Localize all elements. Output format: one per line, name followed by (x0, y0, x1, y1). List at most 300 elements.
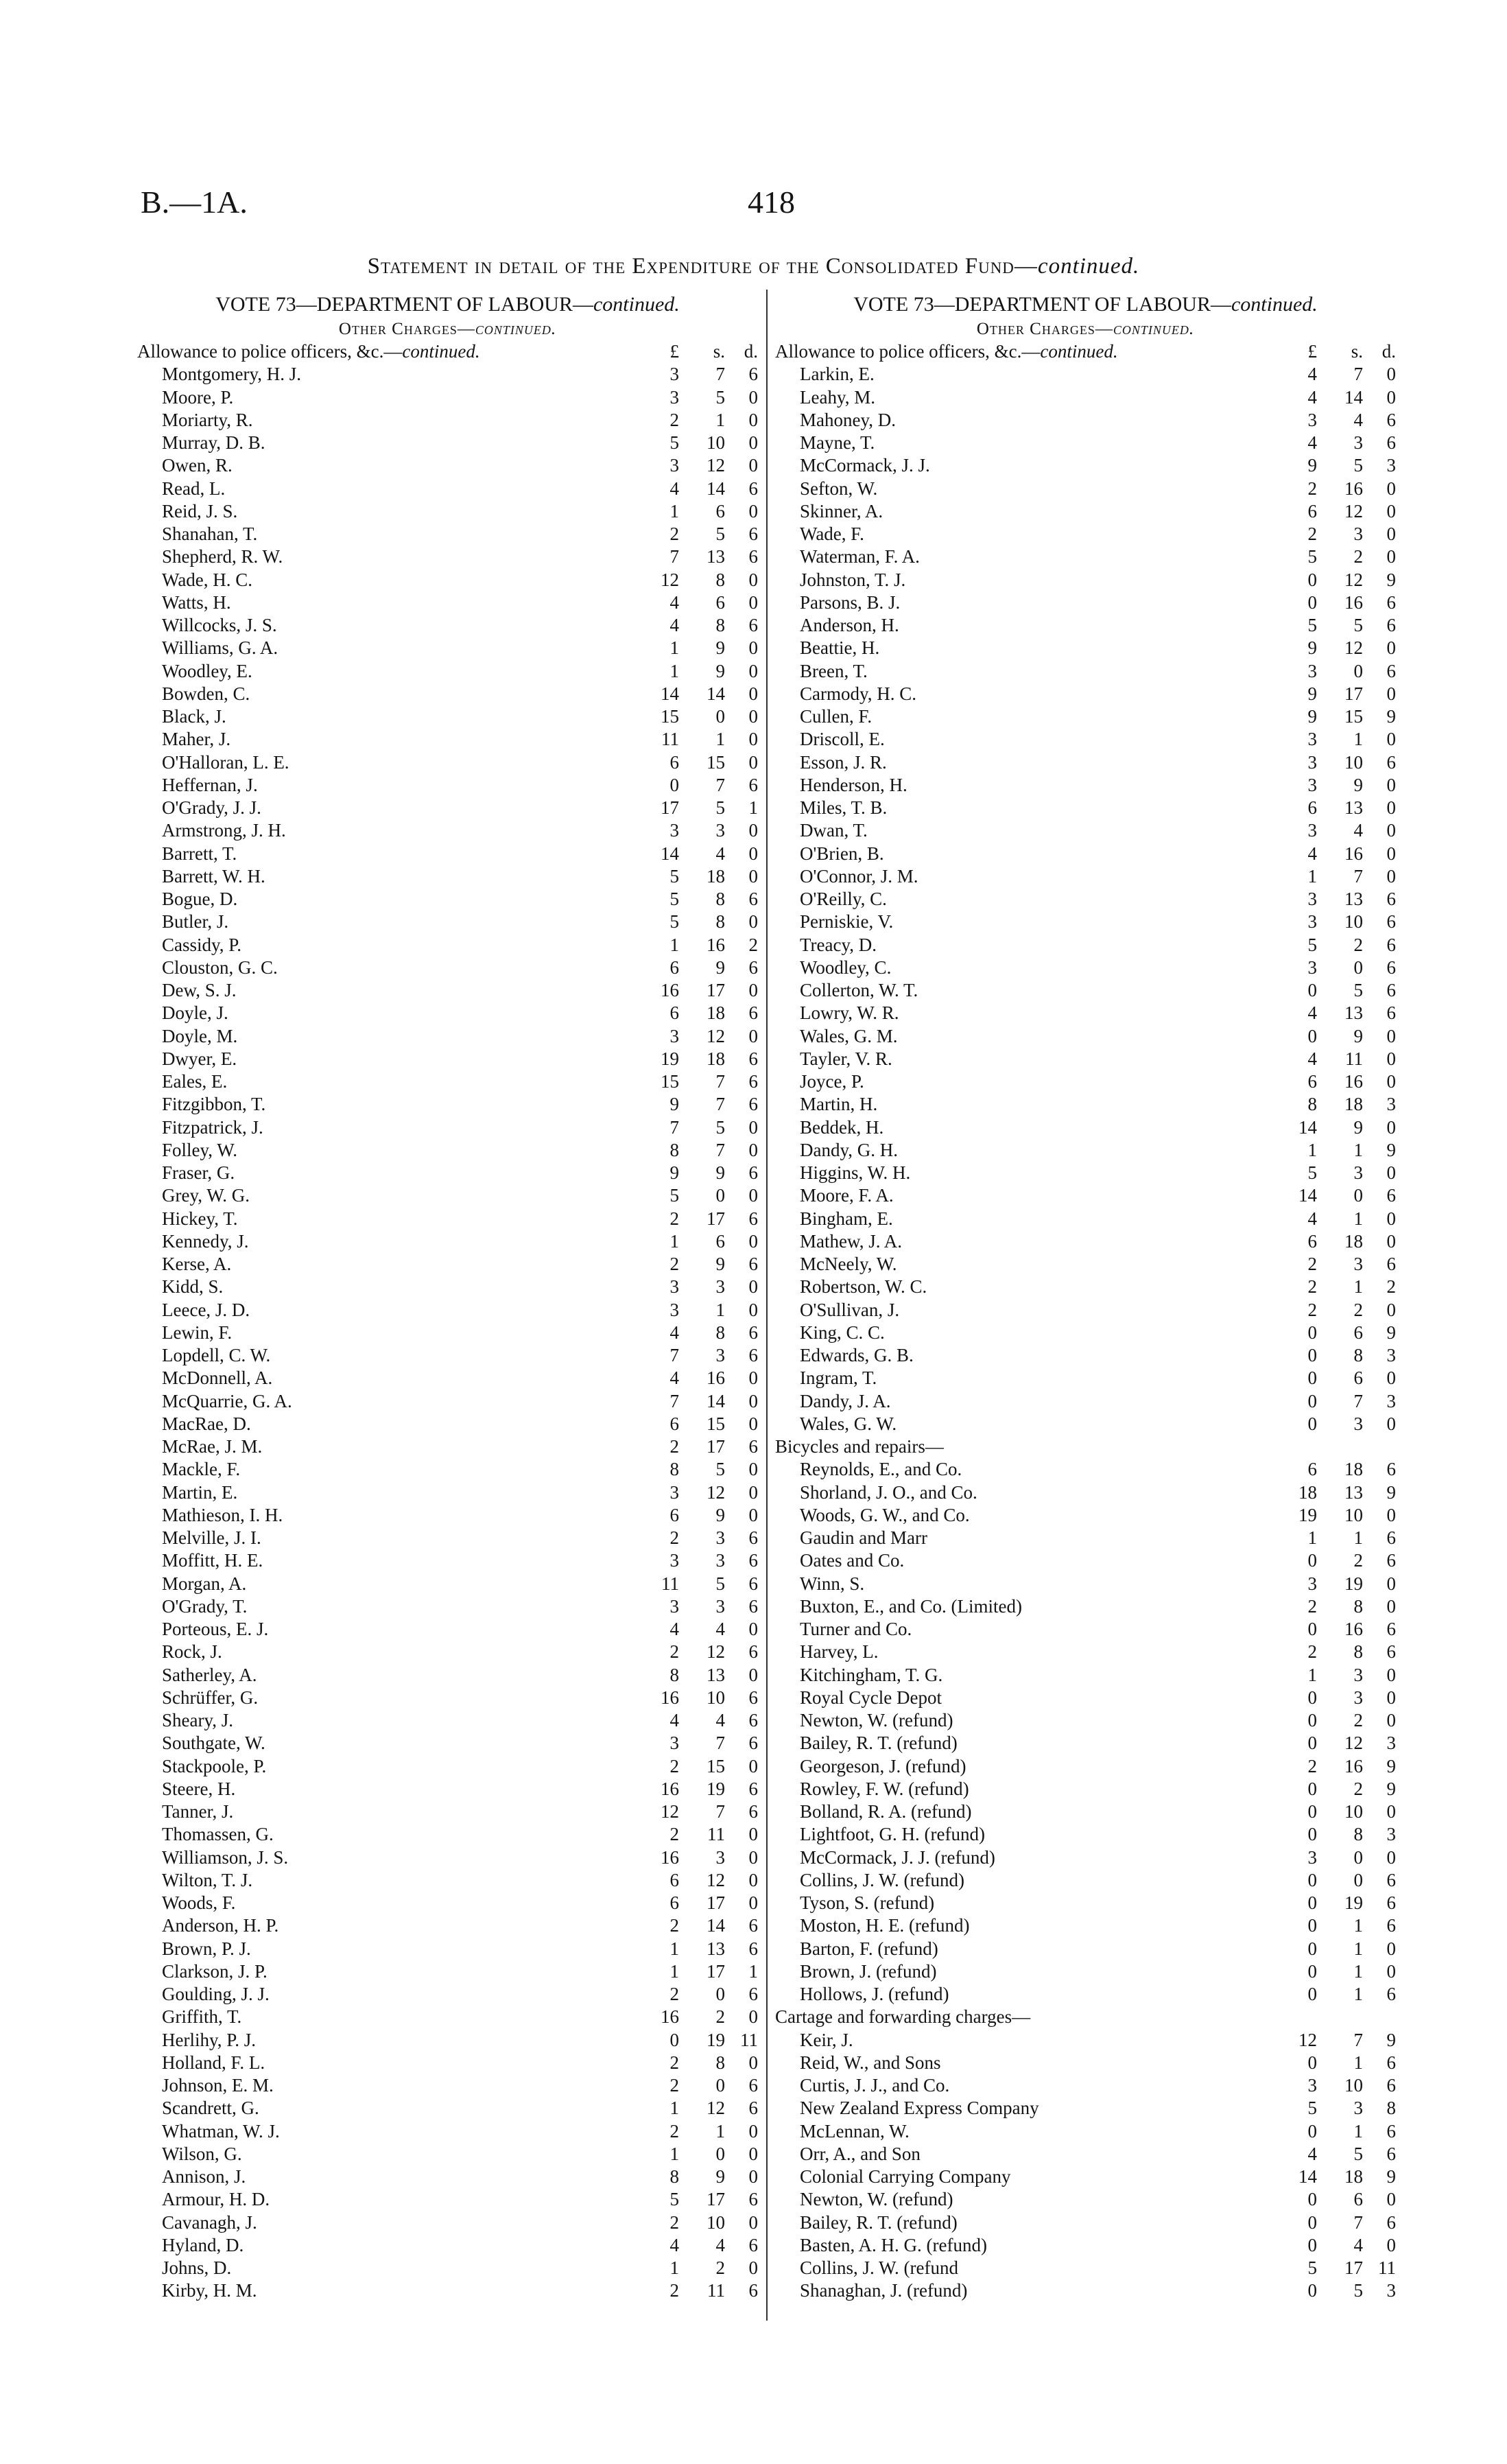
amount-pounds: 5 (669, 432, 679, 453)
amount-pounds: 2 (669, 2120, 679, 2142)
amount-pounds: 0 (1307, 2211, 1317, 2233)
payee-name: Mackle, F. (162, 1459, 241, 1480)
payee-name: Cullen, F. (800, 706, 873, 727)
payee-name: Bailey, R. T. (refund) (800, 1733, 958, 1754)
amount-shillings: 2 (715, 2006, 725, 2028)
ledger-row (775, 1504, 1396, 1527)
amount-pounds: 9 (1307, 455, 1317, 476)
amount-pence: 0 (748, 1664, 758, 1685)
amount-pounds: 17 (661, 797, 679, 818)
amount-pounds: 2 (669, 1984, 679, 2004)
amount-pounds: 3 (1307, 774, 1317, 795)
payee-name: Satherley, A. (162, 1664, 257, 1685)
ledger-row (775, 1025, 1396, 1048)
column-divider (766, 290, 768, 2321)
payee-name: Sheary, J. (162, 1710, 233, 1730)
amount-pounds: 2 (669, 2075, 679, 2096)
ledger-row (137, 1184, 758, 1207)
ledger-row (775, 1800, 1396, 1823)
ledger-row (137, 2279, 758, 2302)
payee-name: Williams, G. A. (162, 637, 278, 659)
amount-pence: 0 (748, 1230, 758, 1252)
ledger-row (775, 888, 1396, 911)
amount-shillings: 18 (1344, 2166, 1363, 2187)
amount-pence: 6 (748, 1254, 758, 1274)
amount-shillings: 5 (1353, 2143, 1363, 2164)
amount-pounds: 0 (1307, 1960, 1317, 1982)
amount-pounds: 4 (1307, 2143, 1317, 2164)
amount-pence: 6 (1386, 889, 1396, 909)
amount-shillings: 12 (1344, 1733, 1363, 1754)
payee-name: Newton, W. (refund) (800, 1710, 953, 1730)
ledger-row (775, 454, 1396, 477)
amount-pounds: 5 (1307, 2098, 1317, 2119)
amount-shillings: 2 (1353, 1299, 1363, 1320)
amount-pence: 6 (748, 1436, 758, 1457)
payee-name: Henderson, H. (800, 774, 907, 795)
amount-pence: 0 (1386, 865, 1396, 887)
ledger-row (137, 751, 758, 774)
amount-pounds: 9 (669, 1162, 679, 1183)
amount-pounds: 3 (1307, 660, 1317, 681)
payee-name: Southgate, W. (162, 1733, 265, 1754)
amount-shillings: 16 (707, 934, 725, 955)
amount-shillings: 7 (1353, 2211, 1363, 2233)
left-column (137, 292, 758, 2303)
ledger-row (775, 1208, 1396, 1230)
amount-pounds: 8 (669, 2166, 679, 2187)
amount-pence: 0 (748, 1846, 758, 1868)
amount-pence: 6 (748, 1801, 758, 1822)
payee-name: Mathew, J. A. (800, 1230, 902, 1252)
amount-shillings: 1 (715, 409, 725, 430)
amount-pence: 6 (748, 1710, 758, 1730)
amount-shillings: 1 (1353, 1139, 1363, 1160)
amount-pence: 6 (748, 615, 758, 635)
ledger-row (137, 1139, 758, 1162)
payee-name: Skinner, A. (800, 500, 883, 521)
amount-shillings: 7 (715, 1071, 725, 1092)
ledger-row (775, 523, 1396, 545)
amount-shillings: 1 (715, 1299, 725, 1320)
ledger-row (775, 1755, 1396, 1778)
amount-shillings: 5 (1353, 980, 1363, 1000)
payee-name: Orr, A., and Son (800, 2143, 921, 2164)
amount-pounds: 19 (1298, 1504, 1317, 1525)
payee-name: Lightfoot, G. H. (refund) (800, 1824, 985, 1845)
amount-pence: 9 (1386, 2166, 1396, 2187)
ledger-row (137, 1778, 758, 1800)
amount-shillings: 1 (1353, 1960, 1363, 1982)
amount-shillings: 9 (715, 637, 725, 659)
amount-shillings: 11 (707, 1824, 725, 1845)
payee-name: Leahy, M. (800, 386, 875, 408)
amount-pounds: 2 (669, 524, 679, 544)
amount-pence: 3 (1386, 2280, 1396, 2301)
amount-shillings: 14 (1344, 386, 1363, 408)
payee-name: Reynolds, E., and Co. (800, 1459, 962, 1480)
amount-shillings: 2 (715, 2257, 725, 2278)
amount-pounds: 5 (1307, 615, 1317, 635)
payee-name: Kidd, S. (162, 1276, 224, 1298)
amount-pence: 6 (1386, 1185, 1396, 1206)
amount-pence: 6 (1386, 1459, 1396, 1480)
amount-shillings: 17 (1344, 683, 1363, 704)
amount-shillings: 19 (1344, 1892, 1363, 1913)
amount-pence: 0 (748, 1185, 758, 1206)
ledger-row (775, 2257, 1396, 2279)
amount-pounds: 6 (1307, 1230, 1317, 1252)
amount-pounds: 1 (669, 500, 679, 521)
amount-shillings: 0 (715, 1984, 725, 2004)
amount-pence: 6 (1386, 980, 1396, 1000)
ledger-row (137, 363, 758, 386)
amount-pounds: 0 (1307, 1413, 1317, 1434)
ledger-row (137, 545, 758, 568)
amount-pence: 0 (748, 2052, 758, 2073)
amount-shillings: 18 (707, 1048, 725, 1069)
amount-pence: 6 (748, 1641, 758, 1663)
amount-pounds: 1 (1307, 1664, 1317, 1685)
amount-pounds: 6 (1307, 1459, 1317, 1480)
amount-pence: 6 (748, 2098, 758, 2119)
amount-pence: 6 (1386, 2075, 1396, 2096)
ledger-row (775, 1322, 1396, 1344)
amount-shillings: 7 (1353, 1390, 1363, 1411)
payee-name: Armour, H. D. (162, 2189, 270, 2210)
amount-pounds: 0 (1307, 1710, 1317, 1730)
bicycles-heading (775, 1435, 1396, 1458)
ledger-row (137, 500, 758, 523)
amount-pence: 6 (1386, 934, 1396, 955)
amount-shillings: 8 (715, 911, 725, 932)
ledger-row (137, 432, 758, 454)
ledger-row (137, 979, 758, 1002)
ledger-row (137, 1025, 758, 1048)
amount-pence: 0 (1386, 1071, 1396, 1092)
amount-shillings: 12 (1344, 637, 1363, 659)
amount-pounds: 2 (1307, 1755, 1317, 1776)
amount-shillings: 12 (707, 1025, 725, 1046)
ledger-row (775, 1846, 1396, 1869)
payee-name: Reid, J. S. (162, 500, 238, 521)
amount-shillings: 0 (1353, 660, 1363, 681)
payee-name: Esson, J. R. (800, 751, 887, 773)
amount-pounds: 3 (669, 1595, 679, 1617)
amount-pence: 6 (1386, 1915, 1396, 1936)
amount-pence: 6 (1386, 409, 1396, 430)
amount-pence: 3 (1386, 1824, 1396, 1845)
amount-pounds: 3 (1307, 751, 1317, 773)
amount-shillings: 7 (715, 1801, 725, 1822)
amount-pounds: 6 (669, 1002, 679, 1024)
payee-name: Barton, F. (refund) (800, 1938, 938, 1959)
ledger-row (137, 865, 758, 888)
amount-pence: 0 (748, 1619, 758, 1639)
payee-name: Murray, D. B. (162, 432, 265, 453)
ledger-row (137, 660, 758, 683)
amount-shillings: 16 (707, 1368, 725, 1389)
ledger-row (775, 911, 1396, 933)
amount-pence: 0 (1386, 797, 1396, 818)
amount-pounds: 6 (1307, 1071, 1317, 1092)
amount-shillings: 12 (707, 1481, 725, 1503)
amount-pence: 0 (1386, 524, 1396, 544)
ledger-row (137, 911, 758, 933)
amount-shillings: 8 (1353, 1824, 1363, 1845)
ledger-row (775, 705, 1396, 728)
amount-shillings: 4 (1353, 820, 1363, 841)
ledger-row (137, 1573, 758, 1595)
amount-shillings: 12 (1344, 500, 1363, 521)
left-sub-title: Other Charges— (338, 320, 475, 338)
amount-shillings: 13 (707, 1664, 725, 1685)
amount-pence: 0 (748, 1299, 758, 1320)
amount-shillings: 10 (1344, 751, 1363, 773)
ledger-row (137, 1938, 758, 1960)
amount-pounds: 12 (1298, 2029, 1317, 2050)
payee-name: Bolland, R. A. (refund) (800, 1801, 972, 1822)
payee-name: McLennan, W. (800, 2120, 910, 2142)
payee-name: Mathieson, I. H. (162, 1504, 283, 1525)
amount-pounds: 6 (669, 751, 679, 773)
amount-pence: 9 (1386, 569, 1396, 590)
ledger-row (775, 2166, 1396, 2188)
ledger-row (775, 500, 1396, 523)
ledger-row (775, 2143, 1396, 2166)
bicycles-heading-label: Bicycles and repairs— (775, 1436, 944, 1457)
amount-pence: 2 (748, 934, 758, 955)
payee-name: Perniskie, V. (800, 911, 894, 932)
payee-name: Colonial Carrying Company (800, 2166, 1011, 2187)
amount-pence: 0 (748, 1390, 758, 1411)
amount-shillings: 17 (707, 1436, 725, 1457)
ledger-row (775, 1687, 1396, 1709)
ledger-row (775, 2234, 1396, 2257)
ledger-row (137, 1549, 758, 1572)
payee-name: Dew, S. J. (162, 980, 237, 1000)
payee-name: Driscoll, E. (800, 729, 885, 750)
amount-pounds: 16 (661, 1778, 679, 1799)
amount-pence: 6 (748, 2280, 758, 2301)
amount-pence: 6 (1386, 957, 1396, 978)
payee-name: Bowden, C. (162, 683, 250, 704)
payee-name: Rowley, F. W. (refund) (800, 1778, 969, 1799)
payee-name: Moore, P. (162, 386, 234, 408)
right-vote-title: VOTE 73—DEPARTMENT OF LABOUR— (853, 293, 1231, 316)
amount-pounds: 0 (1307, 1984, 1317, 2004)
ledger-row (137, 1413, 758, 1435)
cartage-heading (775, 2006, 1396, 2028)
right-section-label: Allowance to police officers, &c.—continued. (775, 341, 1118, 362)
left-section-label: Allowance to police officers, &c.—continued. (137, 341, 480, 362)
ledger-row (775, 1481, 1396, 1504)
payee-name: Doyle, M. (162, 1025, 238, 1046)
amount-pence: 6 (1386, 911, 1396, 932)
payee-name: Wilson, G. (162, 2143, 242, 2164)
amount-pounds: 4 (669, 615, 679, 635)
ledger-row (137, 1732, 758, 1755)
amount-pounds: 2 (669, 1824, 679, 1845)
amount-pence: 6 (1386, 1892, 1396, 1913)
amount-pounds: 4 (1307, 1208, 1317, 1229)
amount-pence: 0 (748, 660, 758, 681)
title-continued: continued. (1037, 254, 1140, 279)
amount-pounds: 0 (1307, 1778, 1317, 1799)
amount-pounds: 1 (669, 2143, 679, 2164)
payee-name: Goulding, J. J. (162, 1984, 270, 2004)
amount-shillings: 11 (707, 2280, 725, 2301)
payee-name: Black, J. (162, 706, 226, 727)
amount-shillings: 5 (1353, 615, 1363, 635)
ledger-row (775, 1618, 1396, 1641)
ledger-row (137, 1709, 758, 1732)
ledger-row (775, 1869, 1396, 1892)
amount-shillings: 4 (715, 1710, 725, 1730)
amount-pence: 0 (748, 2257, 758, 2278)
amount-pounds: 9 (669, 1094, 679, 1115)
amount-pence: 6 (748, 1595, 758, 1617)
payee-name: McRae, J. M. (162, 1436, 263, 1457)
ledger-row (775, 1549, 1396, 1572)
amount-pounds: 14 (1298, 1116, 1317, 1138)
amount-shillings: 10 (707, 2211, 725, 2233)
amount-shillings: 14 (707, 1390, 725, 1411)
amount-pence: 6 (1386, 1641, 1396, 1663)
amount-pounds: 5 (669, 865, 679, 887)
payee-name: Watts, H. (162, 591, 231, 613)
amount-pence: 0 (1386, 1413, 1396, 1434)
amount-pounds: 11 (661, 1573, 679, 1594)
amount-pounds: 5 (1307, 546, 1317, 567)
amount-pounds: 2 (669, 1254, 679, 1274)
amount-pence: 6 (748, 889, 758, 909)
ledger-row (775, 1458, 1396, 1481)
payee-name: Steere, H. (162, 1778, 236, 1799)
amount-pounds: 1 (1307, 1139, 1317, 1160)
payee-name: Bingham, E. (800, 1208, 893, 1229)
amount-shillings: 3 (1353, 524, 1363, 544)
amount-pounds: 3 (1307, 889, 1317, 909)
amount-shillings: 16 (1344, 1619, 1363, 1639)
amount-shillings: 12 (707, 1869, 725, 1890)
payee-name: Bailey, R. T. (refund) (800, 2211, 958, 2233)
amount-pounds: 2 (669, 1527, 679, 1548)
right-vote-continued: continued. (1231, 293, 1318, 316)
amount-pence: 1 (748, 797, 758, 818)
amount-pence: 0 (1386, 1664, 1396, 1685)
payee-name: Montgomery, H. J. (162, 364, 301, 385)
amount-pounds: 6 (1307, 500, 1317, 521)
ledger-row (775, 728, 1396, 751)
payee-name: Sefton, W. (800, 478, 878, 499)
payee-name: Morgan, A. (162, 1573, 247, 1594)
ledger-row (137, 1322, 758, 1344)
amount-shillings: 5 (715, 524, 725, 544)
amount-shillings: 17 (707, 1208, 725, 1229)
amount-shillings: 13 (1344, 1002, 1363, 1024)
amount-shillings: 8 (715, 2052, 725, 2073)
amount-pounds: 1 (669, 2257, 679, 2278)
amount-pence: 0 (748, 980, 758, 1000)
amount-pence: 9 (1386, 706, 1396, 727)
amount-pounds: 4 (1307, 432, 1317, 453)
amount-pounds: 0 (1307, 1801, 1317, 1822)
ledger-row (137, 2097, 758, 2120)
payee-name: Johnston, T. J. (800, 569, 906, 590)
ledger-row (775, 2052, 1396, 2074)
amount-pounds: 4 (1307, 1002, 1317, 1024)
amount-pence: 0 (1386, 1687, 1396, 1708)
payee-name: Wales, G. M. (800, 1025, 898, 1046)
ledger-row (775, 545, 1396, 568)
amount-shillings: 5 (715, 386, 725, 408)
amount-pounds: 15 (661, 706, 679, 727)
amount-pence: 9 (1386, 1755, 1396, 1776)
amount-pence: 3 (1386, 1094, 1396, 1115)
amount-pence: 6 (1386, 1984, 1396, 2004)
amount-pounds: 4 (1307, 364, 1317, 385)
amount-pence: 0 (748, 591, 758, 613)
amount-pounds: 2 (1307, 1299, 1317, 1320)
amount-pounds: 3 (669, 1025, 679, 1046)
ledger-row (137, 1892, 758, 1914)
ledger-row (137, 1687, 758, 1709)
amount-pounds: 9 (1307, 637, 1317, 659)
ledger-row (775, 591, 1396, 614)
ledger-row (137, 478, 758, 500)
payee-name: Winn, S. (800, 1573, 865, 1594)
amount-pence: 0 (1386, 1595, 1396, 1617)
amount-pence: 6 (748, 1573, 758, 1594)
ledger-row (137, 1641, 758, 1663)
amount-shillings: 6 (715, 591, 725, 613)
amount-shillings: 13 (707, 1938, 725, 1959)
payee-name: Buxton, E., and Co. (Limited) (800, 1595, 1022, 1617)
amount-pence: 6 (1386, 1550, 1396, 1571)
amount-pence: 6 (1386, 615, 1396, 635)
amount-shillings: 3 (715, 1345, 725, 1365)
ledger-row (775, 774, 1396, 797)
amount-pounds: 0 (1307, 1733, 1317, 1754)
ledger-row (137, 1208, 758, 1230)
amount-shillings: 18 (707, 1002, 725, 1024)
amount-pence: 6 (748, 1048, 758, 1069)
amount-pence: 9 (1386, 2029, 1396, 2050)
amount-pounds: 2 (669, 1755, 679, 1776)
amount-pounds: 0 (1307, 2234, 1317, 2255)
payee-name: Moston, H. E. (refund) (800, 1915, 970, 1936)
amount-pounds: 8 (669, 1139, 679, 1160)
amount-shillings: 12 (707, 1641, 725, 1663)
amount-shillings: 5 (1353, 2280, 1363, 2301)
amount-pounds: 0 (1307, 591, 1317, 613)
amount-shillings: 10 (1344, 1801, 1363, 1822)
amount-pence: 0 (1386, 478, 1396, 499)
amount-shillings: 17 (707, 1960, 725, 1982)
amount-pounds: 0 (1307, 1915, 1317, 1936)
amount-pence: 6 (748, 1162, 758, 1183)
amount-pence: 0 (748, 751, 758, 773)
payee-name: Fitzgibbon, T. (162, 1094, 266, 1115)
amount-shillings: 14 (707, 478, 725, 499)
amount-shillings: 4 (1353, 409, 1363, 430)
payee-name: Joyce, P. (800, 1071, 864, 1092)
amount-pence: 6 (1386, 591, 1396, 613)
payee-name: McNeely, W. (800, 1254, 897, 1274)
amount-shillings: 5 (1353, 455, 1363, 476)
amount-pounds: 1 (669, 1938, 679, 1959)
